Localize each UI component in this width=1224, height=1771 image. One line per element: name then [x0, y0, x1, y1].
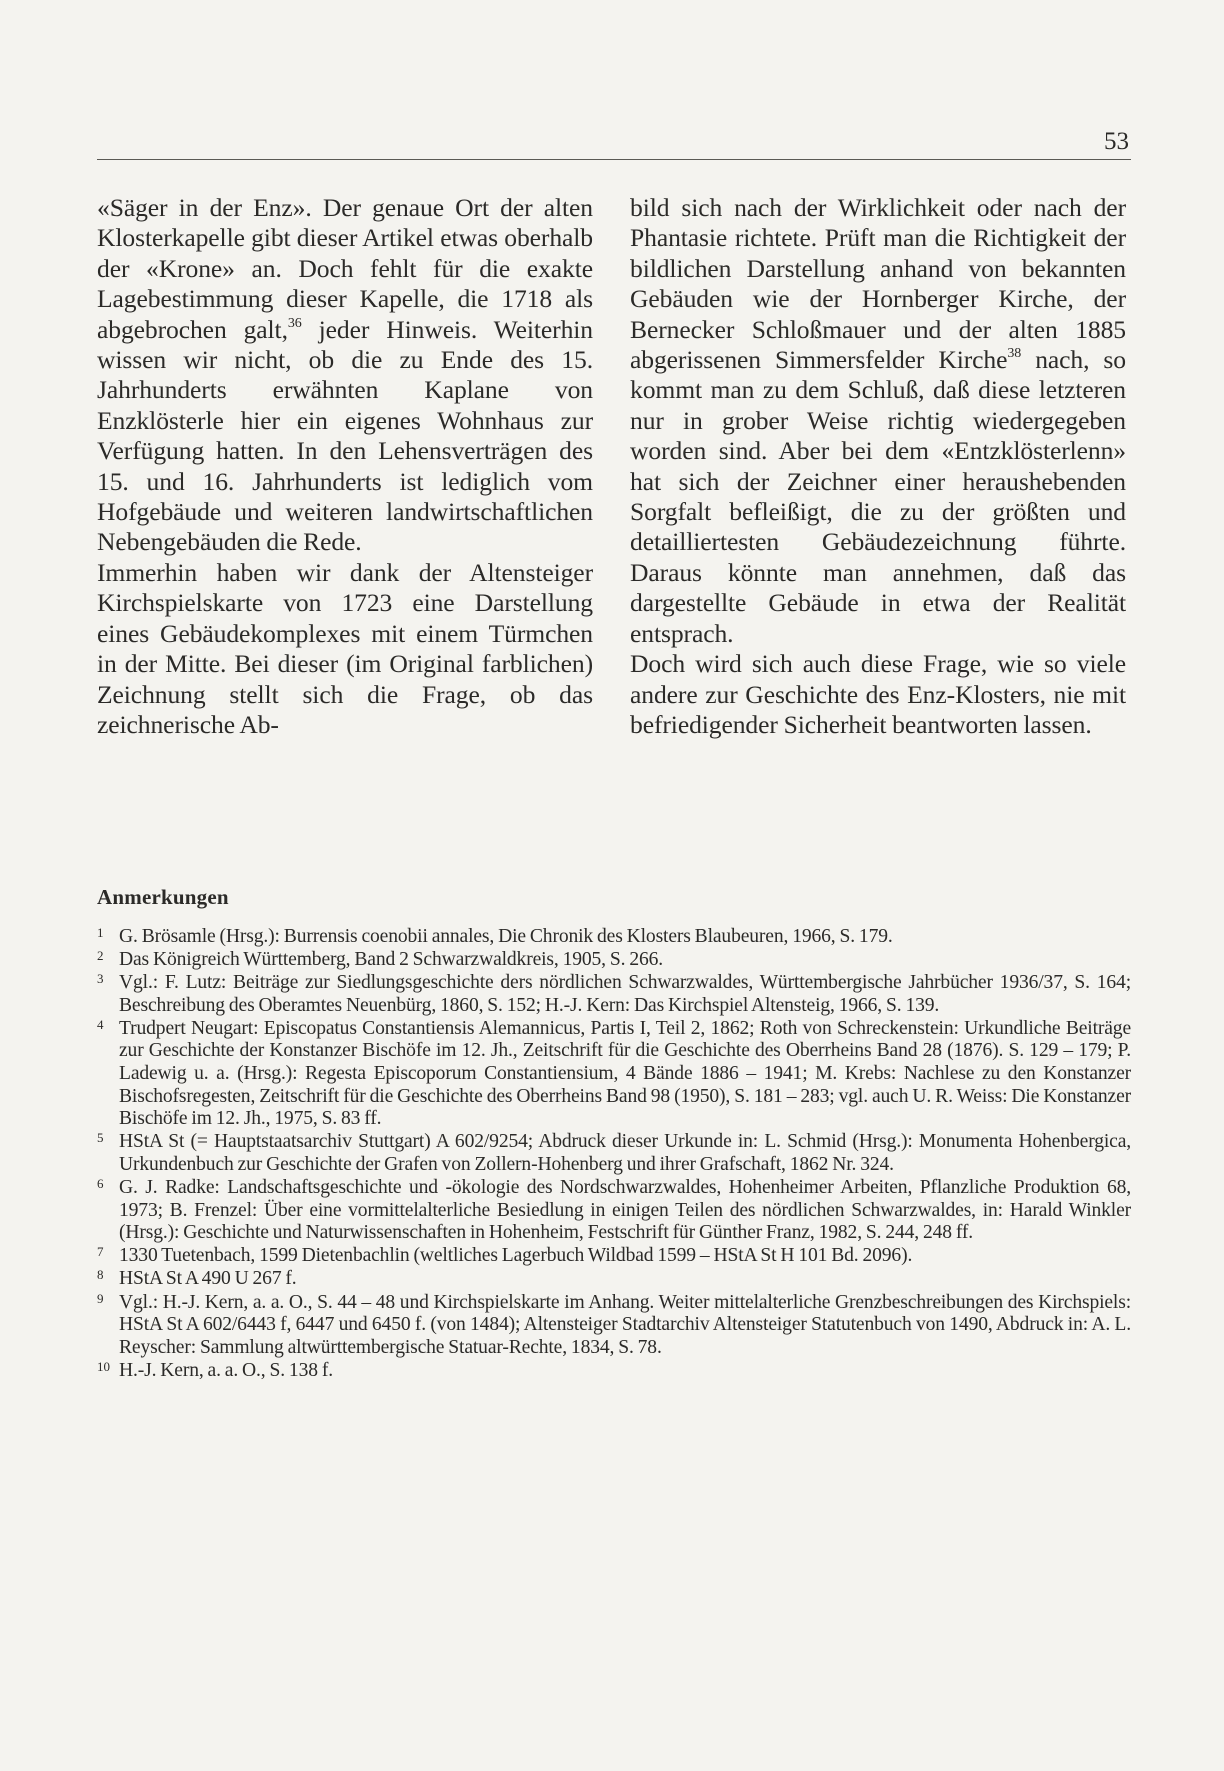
footnote	[97, 1245, 1131, 1268]
footnote-text: Vgl.: F. Lutz: Beiträge zur Siedlungsgeschichte ders nördlichen Schwarzwaldes, Württembergische Jahrbücher 1936/37, S. 164; Beschreibung des Oberamtes Neuenbürg, 1860, S. 152; H.-J. Kern: Das Kirchspiel Altensteig, 1966, S. 139.	[119, 972, 1131, 1016]
footnote-text: Das Königreich Württemberg, Band 2 Schwarzwaldkreis, 1905, S. 266.	[119, 949, 664, 971]
footnote-text: HStA St (= Hauptstaatsarchiv Stuttgart) A 602/9254; Abdruck dieser Urkunde in: L. Schmid (Hrsg.): Monumenta Hohenbergica, Urkundenbuch zur Geschichte der Grafen von Zollern-Hohenberg und ihrer Grafschaft, 1862 Nr. 324.	[119, 1131, 1131, 1175]
footnote-text: HStA St A 490 U 267 f.	[119, 1268, 297, 1290]
paragraph: Immerhin haben wir dank der Altensteiger Kirchspielskarte von 1723 eine Darstellung eines Gebäudekomplexes mit einem Türmchen in der Mitte. Bei dieser (im Original farblichen) Zeichnung stellt sich die Frage, ob das zeichnerische Ab-	[97, 557, 593, 739]
right-column	[630, 193, 1126, 740]
footnote-number: 3	[97, 971, 104, 987]
footnote-text: G. J. Radke: Landschaftsgeschichte und -ökologie des Nordschwarzwaldes, Hohenheimer Arbeiten, Pflanzliche Produktion 68, 1973; B. Frenzel: Über eine vormittelalterliche Besiedlung in einigen Teilen des nördlichen Schwarzwaldes, in: Harald Winkler (Hrsg.): Geschichte und Naturwissenschaften in Hohenheim, Festschrift für Günther Franz, 1982, S. 244, 248 ff.	[119, 1177, 1131, 1244]
footnote-text: Trudpert Neugart: Episcopatus Constantiensis Alemannicus, Partis I, Teil 2, 1862; Roth von Schreckenstein: Urkundliche Beiträge zur Geschichte der Konstanzer Bischöfe im 12. Jh., Zeitschrift für die Geschichte des Oberrheins Band 28 (1876). S. 129 – 179; P. Ladewig u. a. (Hrsg.): Regesta Episcoporum Constantiensium, 4 Bände 1886 – 1941; M. Krebs: Nachlese zu den Konstanzer Bischofsregesten, Zeitschrift für die Geschichte des Oberrheins Band 98 (1950), S. 181 – 283; vgl. auch U. R. Weiss: Die Konstanzer Bischöfe im 12. Jh., 1975, S. 83 ff.	[119, 1017, 1131, 1130]
footnote	[97, 1018, 1131, 1131]
paragraph-text: nach, so kommt man zu dem Schluß, daß diese letzteren nur in grober Weise richtig wiedergegeben worden sind. Aber bei dem «Entzklösterlenn» hat sich der Zeichner einer heraushebenden Sorgfalt befleißigt, die zu der größten und detailliertesten Gebäudezeichnung führte. Daraus könnte man annehmen, daß das dargestellte Gebäude in etwa der Realität entsprach.	[630, 345, 1126, 648]
footnote-text: H.-J. Kern, a. a. O., S. 138 f.	[119, 1359, 333, 1381]
footnote	[97, 1360, 1131, 1383]
footnote-reference: 38	[1007, 346, 1022, 362]
footnote	[97, 972, 1131, 1017]
notes-heading: Anmerkungen	[97, 885, 229, 909]
footnote	[97, 949, 1131, 972]
left-column	[97, 193, 593, 740]
footnote	[97, 1292, 1131, 1360]
footnote-text: Vgl.: H.-J. Kern, a. a. O., S. 44 – 48 und Kirchspielskarte im Anhang. Weiter mittelalterliche Grenzbeschreibungen des Kirchspiels: HStA St A 602/6443 f, 6447 und 6450 f. (von 1484); Altensteiger Stadtarchiv Altensteiger Statutenbuch von 1490, Abdruck in: A. L. Reyscher: Sammlung altwürttembergische Statuar-Rechte, 1834, S. 78.	[119, 1291, 1131, 1358]
footnotes-list	[97, 926, 1131, 1383]
paragraph	[97, 193, 593, 558]
paragraph: Doch wird sich auch diese Frage, wie so viele andere zur Geschichte des Enz-Klosters, nie mit befriedigender Sicherheit beantworten lassen.	[630, 649, 1126, 739]
paragraph-text: «Säger in der Enz». Der genaue Ort der alten Klosterkapelle gibt dieser Artikel etwas oberhalb der «Krone» an. Doch fehlt für die exakte Lagebestimmung dieser Kapelle, die 1718 als abgebrochen galt,	[97, 193, 593, 344]
paragraph	[630, 193, 1126, 649]
paragraph-text: bild sich nach der Wirklichkeit oder nach der Phantasie richtete. Prüft man die Richtigkeit der bildlichen Darstellung anhand von bekannten Gebäuden wie der Hornberger Kirche, der Bernecker Schloßmauer und der alten 1885 abgerissenen Simmersfelder Kirche	[630, 193, 1126, 375]
footnote	[97, 1177, 1131, 1245]
footnote	[97, 1268, 1131, 1291]
footnote-number: 4	[97, 1016, 104, 1032]
paragraph-text: jeder Hinweis. Weiterhin wissen wir nicht, ob die zu Ende des 15. Jahrhunderts erwähnten Kaplane von Enzklösterle hier ein eigenes Wohnhaus zur Verfügung hatten. In den Lehensverträgen des 15. und 16. Jahrhunderts ist lediglich vom Hofgebäude und weiteren landwirtschaftlichen Nebengebäuden die Rede.	[97, 314, 593, 557]
footnote-number: 6	[97, 1176, 104, 1192]
footnote-text: 1330 Tuetenbach, 1599 Dietenbachlin (weltliches Lagerbuch Wildbad 1599 – HStA St H 101 Bd. 2096).	[119, 1245, 913, 1267]
footnote-number: 7	[97, 1244, 104, 1260]
footnote-text: G. Brösamle (Hrsg.): Burrensis coenobii annales, Die Chronik des Klosters Blaubeuren, 1966, S. 179.	[119, 926, 893, 947]
header-rule	[97, 159, 1131, 160]
footnote-reference: 36	[287, 315, 302, 331]
footnote-number: 2	[97, 948, 104, 964]
footnote-number: 5	[97, 1130, 104, 1146]
footnote-number: 1	[97, 925, 104, 940]
footnote-number: 8	[97, 1267, 104, 1283]
footnote-number: 10	[97, 1358, 110, 1374]
page-number: 53	[1104, 128, 1129, 155]
footnote	[97, 1131, 1131, 1176]
footnote-number: 9	[97, 1290, 104, 1306]
footnote	[97, 926, 1131, 949]
